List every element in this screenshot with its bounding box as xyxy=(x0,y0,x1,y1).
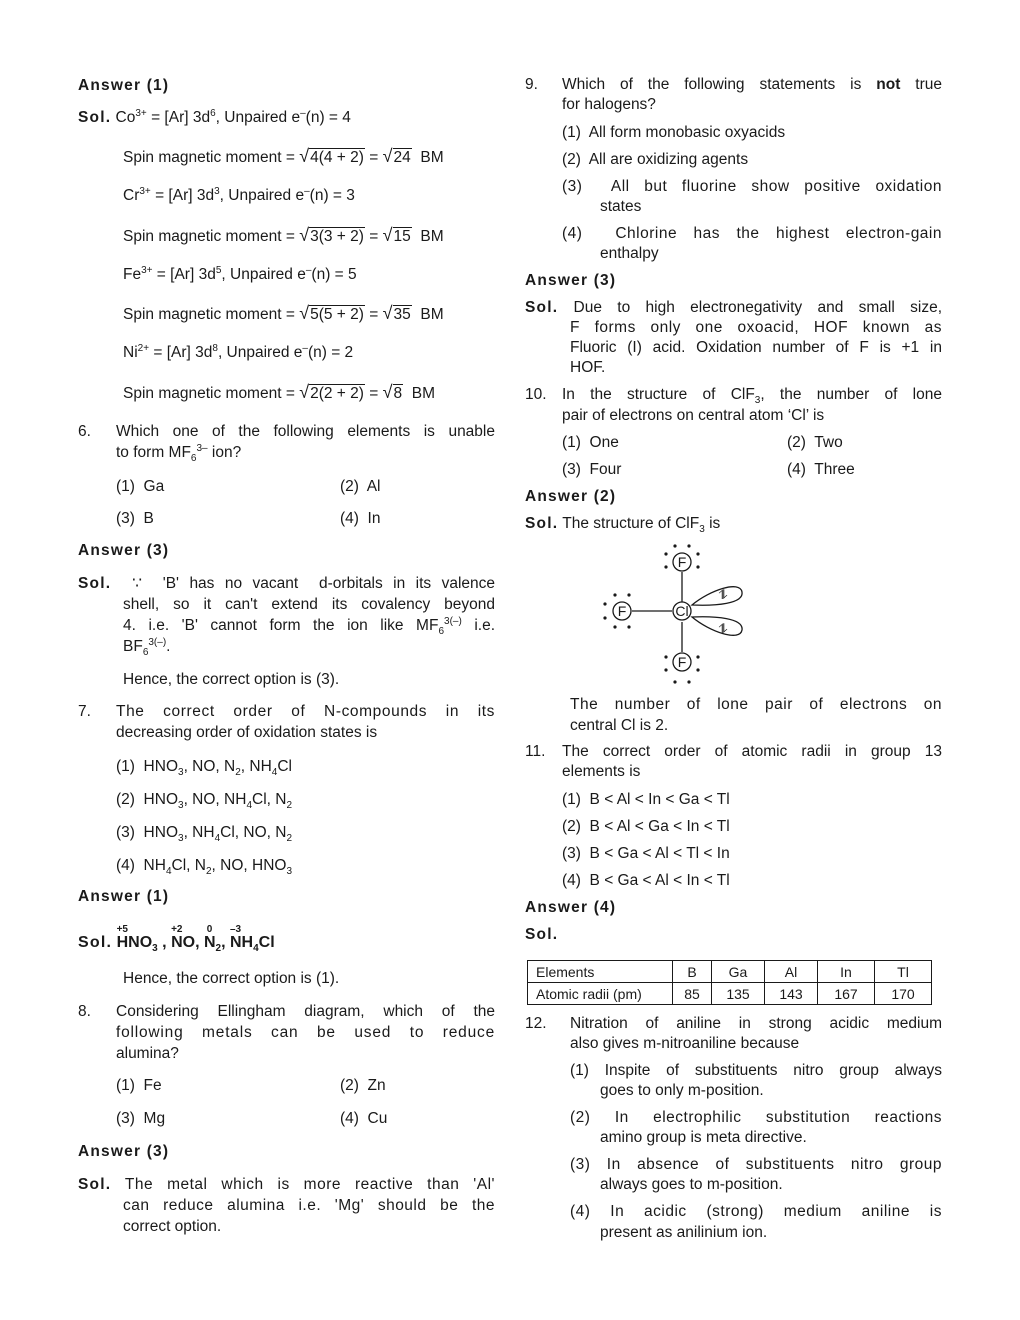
unit: BM xyxy=(420,149,444,166)
table-cell: 135 xyxy=(712,983,765,1005)
fluorine-atom: F xyxy=(677,554,687,570)
table-cell: B xyxy=(673,961,712,983)
q10-option-4[interactable]: (4) Three xyxy=(787,461,855,478)
fluorine-atom: F xyxy=(617,603,627,619)
unit: BM xyxy=(420,228,444,245)
q6-option-2[interactable]: (2) Al xyxy=(340,478,381,495)
q12-text: also gives m-nitroaniline because xyxy=(570,1035,800,1052)
solution-8: correct option. xyxy=(123,1218,222,1235)
q12-option-4[interactable]: (4) In acidic (strong) medium aniline is xyxy=(570,1203,942,1220)
q9-option-2[interactable]: (2) All are oxidizing agents xyxy=(562,151,749,168)
solution-8: Sol. The metal which is more reactive than 'Al' xyxy=(78,1176,495,1193)
lone-pair-arrows: ⥮ xyxy=(718,587,728,602)
q9-option-4[interactable]: enthalpy xyxy=(600,245,659,262)
solution-6: $BF_6^{3(-)}$. xyxy=(123,636,171,659)
q12-option-2[interactable]: amino group is meta directive. xyxy=(600,1129,807,1146)
solution-7: Sol. +5 $HNO_3$ , +2 NO, 0 $N_2$, –3 $NH_4Cl$ xyxy=(78,924,275,955)
table-cell: 167 xyxy=(818,983,875,1005)
q12-option-1[interactable]: goes to only m-position. xyxy=(600,1082,764,1099)
table-cell: 170 xyxy=(875,983,932,1005)
q10-number: 10. xyxy=(525,386,547,403)
q11-text: The correct order of atomic radii in group 13 xyxy=(562,743,942,760)
table-cell: Elements xyxy=(528,961,673,983)
radicand: 35 xyxy=(393,306,411,323)
q9-text: for halogens? xyxy=(562,96,656,113)
q11-text: elements is xyxy=(562,763,641,780)
solution-6: 4. i.e. 'B' cannot form the ion like $MF_6^{3(-)}$ i.e. xyxy=(123,615,496,638)
radicand: 5(5 + 2) xyxy=(310,306,364,323)
table-cell: Al xyxy=(765,961,818,983)
q6-option-1[interactable]: (1) Ga xyxy=(116,478,165,495)
solution-6: Sol. ∵ 'B' has no vacant d-orbitals in its valence xyxy=(78,575,495,592)
spin-fe: Spin magnetic moment = √5(5 + 2) = √35 BM xyxy=(123,303,444,323)
q12-option-1[interactable]: (1) Inspite of substituents nitro group always xyxy=(570,1062,942,1079)
spin-label: Spin magnetic moment = xyxy=(123,149,295,166)
q11-option-1[interactable]: (1) B < Al < In < Ga < Tl xyxy=(562,791,730,808)
answer-10: Answer (2) xyxy=(525,488,617,505)
lone-pair-arrows: ⥮ xyxy=(718,621,728,636)
q9-text: Which of the following statements is not true xyxy=(562,76,943,93)
solution-9: Fluoric (I) acid. Oxidation number of F is +1 in xyxy=(570,339,942,356)
q6-text: to form $MF_6^{3-}$ ion? xyxy=(116,442,242,465)
q8-number: 8. xyxy=(78,1003,91,1020)
solution-5-co: Sol. $Co^{3+} = [Ar]$ $3d^6$, Unpaired e–(n) = 4 xyxy=(78,107,351,126)
radicand: 4(4 + 2) xyxy=(310,149,364,166)
q11-option-3[interactable]: (3) B < Ga < Al < Tl < In xyxy=(562,845,730,862)
q6-option-4[interactable]: (4) In xyxy=(340,510,381,527)
answer-11: Answer (4) xyxy=(525,899,617,916)
q11-option-4[interactable]: (4) B < Ga < Al < In < Tl xyxy=(562,872,730,889)
q10-option-3[interactable]: (3) Four xyxy=(562,461,622,478)
radicand: 24 xyxy=(393,149,411,166)
q11-option-2[interactable]: (2) B < Al < Ga < In < Tl xyxy=(562,818,730,835)
q8-option-2[interactable]: (2) Zn xyxy=(340,1077,386,1094)
q8-option-1[interactable]: (1) Fe xyxy=(116,1077,162,1094)
q6-text: Which one of the following elements is unable xyxy=(116,423,495,440)
spin-label: Spin magnetic moment = xyxy=(123,306,295,323)
solution-10-text: The number of lone pair of electrons on xyxy=(570,696,942,713)
answer-8: Answer (3) xyxy=(78,1143,170,1160)
q9-option-1[interactable]: (1) All form monobasic oxyacids xyxy=(562,124,786,141)
q6-number: 6. xyxy=(78,423,91,440)
fluorine-atom: F xyxy=(677,654,687,670)
table-cell: In xyxy=(818,961,875,983)
q9-option-3[interactable]: states xyxy=(600,198,642,215)
table-cell: Tl xyxy=(875,961,932,983)
answer-5: Answer (1) xyxy=(78,77,170,94)
unit: BM xyxy=(420,306,444,323)
unit: BM xyxy=(411,385,436,402)
spin-co: Spin magnetic moment = √4(4 + 2) = √24 BM xyxy=(123,146,444,166)
q7-option-1[interactable]: (1) $HNO_3$, NO, $N_2$, $NH_4Cl$ xyxy=(116,758,292,779)
q8-text: following metals can be used to reduce xyxy=(116,1024,495,1041)
atomic-radii-table xyxy=(527,960,932,1005)
q8-text: alumina? xyxy=(116,1045,179,1062)
solution-9: F forms only one oxoacid, HOF known as xyxy=(570,319,942,336)
q10-text: In the structure of ClF$_3$, the number of lone xyxy=(562,386,942,407)
table-cell: 143 xyxy=(765,983,818,1005)
q9-number: 9. xyxy=(525,76,538,93)
q9-option-4[interactable]: (4) Chlorine has the highest electron-gain xyxy=(562,225,942,242)
solution-9: HOF. xyxy=(570,359,606,376)
spin-label: Spin magnetic moment = xyxy=(123,385,295,402)
q11-number: 11. xyxy=(525,743,546,760)
table-header-row xyxy=(528,961,932,983)
answer-6: Answer (3) xyxy=(78,542,170,559)
q7-number: 7. xyxy=(78,703,91,720)
q12-option-2[interactable]: (2) In electrophilic substitution reactions xyxy=(570,1109,942,1126)
ni-config: $Ni^{2+} = [Ar]$ $3d^8$, Unpaired e–(n) = 2 xyxy=(123,342,354,361)
q7-option-3[interactable]: (3) $HNO_3$, $NH_4Cl$, NO, $N_2$ xyxy=(116,824,292,845)
spin-label: Spin magnetic moment = xyxy=(123,228,295,245)
radicand: 8 xyxy=(393,385,403,402)
table-cell: Atomic radii (pm) xyxy=(528,983,673,1005)
q7-option-2[interactable]: (2) $HNO_3$, NO, $NH_4Cl$, $N_2$ xyxy=(116,791,293,812)
answer-7: Answer (1) xyxy=(78,888,170,905)
q10-text: pair of electrons on central atom ‘Cl’ is xyxy=(562,407,825,424)
q9-option-3[interactable]: (3) All but fluorine show positive oxidation xyxy=(562,178,942,195)
q12-option-3[interactable]: always goes to m-position. xyxy=(600,1176,783,1193)
q6-option-3[interactable]: (3) B xyxy=(116,510,154,527)
q12-option-4[interactable]: present as anilinium ion. xyxy=(600,1224,768,1241)
spin-ni: Spin magnetic moment = √2(2 + 2) = √8 BM xyxy=(123,382,436,402)
chlorine-atom: Cl xyxy=(675,603,689,619)
q8-text: Considering Ellingham diagram, which of the xyxy=(116,1003,495,1020)
solution-10: Sol. The structure of ClF$_3$ is xyxy=(525,515,721,536)
solution-9: Sol. Due to high electronegativity and small size, xyxy=(525,299,942,316)
q10-option-1[interactable]: (1) One xyxy=(562,434,619,451)
answer-9: Answer (3) xyxy=(525,272,617,289)
solution-6: shell, so it can't extend its covalency beyond xyxy=(123,596,495,613)
fe-config: $Fe^{3+} = [Ar]$ $3d^5$, Unpaired e–(n) = 5 xyxy=(123,264,357,283)
q12-number: 12. xyxy=(525,1015,547,1032)
q8-option-4[interactable]: (4) Cu xyxy=(340,1110,388,1127)
cr-config: $Cr^{3+} = [Ar]$ $3d^3$, Unpaired e–(n) = 3 xyxy=(123,185,355,204)
solution-11-label: Sol. xyxy=(525,926,559,943)
q7-text: The correct order of N-compounds in its xyxy=(116,703,495,720)
solution-6-conclusion: Hence, the correct option is (3). xyxy=(123,671,340,688)
solution-7-conclusion: Hence, the correct option is (1). xyxy=(123,970,340,987)
radicand: 15 xyxy=(393,228,411,245)
q12-option-3[interactable]: (3) In absence of substituents nitro group xyxy=(570,1156,942,1173)
table-row xyxy=(528,983,932,1005)
q7-option-4[interactable]: (4) $NH_4Cl$, $N_2$, NO, $HNO_3$ xyxy=(116,857,293,878)
clf3-structure-diagram xyxy=(590,540,760,690)
table-cell: Ga xyxy=(712,961,765,983)
radicand: 2(2 + 2) xyxy=(310,385,364,402)
solution-8: can reduce alumina i.e. 'Mg' should be the xyxy=(123,1197,495,1214)
spin-cr: Spin magnetic moment = √3(3 + 2) = √15 BM xyxy=(123,225,444,245)
q10-option-2[interactable]: (2) Two xyxy=(787,434,843,451)
q7-text: decreasing order of oxidation states is xyxy=(116,724,378,741)
solution-10-text: central Cl is 2. xyxy=(570,717,669,734)
q12-text: Nitration of aniline in strong acidic medium xyxy=(570,1015,942,1032)
table-cell: 85 xyxy=(673,983,712,1005)
radicand: 3(3 + 2) xyxy=(310,228,364,245)
q8-option-3[interactable]: (3) Mg xyxy=(116,1110,166,1127)
